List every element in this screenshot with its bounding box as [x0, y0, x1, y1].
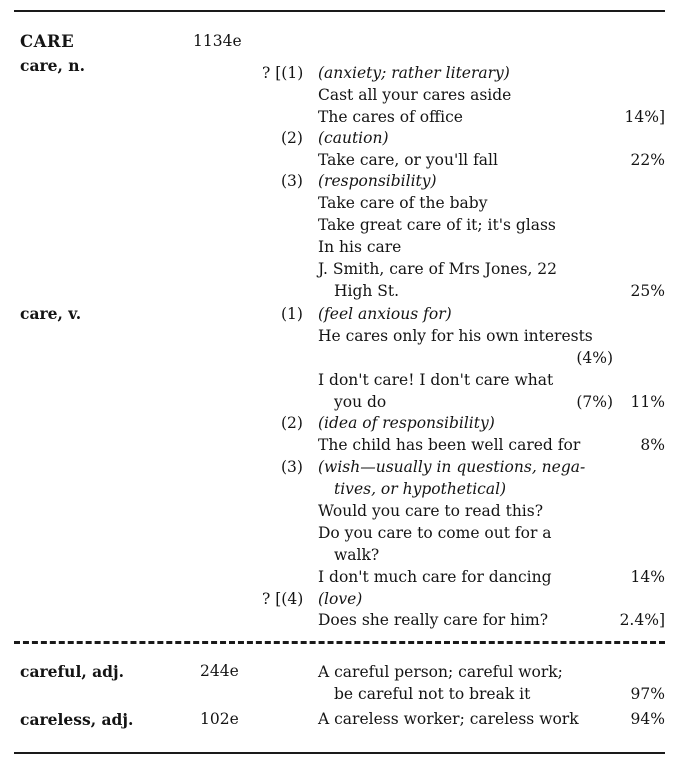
example-line: Take care of the baby [318, 194, 488, 212]
example-line: A careless worker; careless work [318, 710, 579, 728]
example-line: In his care [318, 238, 402, 256]
percentage: 22% [630, 151, 665, 169]
sense-mark: (2) [281, 414, 303, 432]
headword-care-verb: care, v. [20, 304, 82, 323]
sense-gloss: (love) [318, 590, 363, 608]
sense-mark: (2) [281, 129, 303, 147]
example-line: A careful person; careful work; [318, 663, 563, 681]
example-line: I don't much care for dancing [318, 568, 552, 586]
sense-mark: (1) [281, 305, 303, 323]
percentage: 11% [630, 393, 665, 411]
example-line: He cares only for his own interests [318, 327, 593, 345]
entry-header-count: 1134e [193, 32, 242, 50]
example-line: Does she really care for him? [318, 611, 549, 629]
headword-careless: careless, adj. [20, 710, 134, 729]
sense-mark: (3) [281, 172, 303, 190]
sense-gloss: (anxiety; rather literary) [318, 64, 510, 82]
example-line: Do you care to come out for a [318, 524, 552, 542]
frequency-count: 102e [200, 710, 239, 728]
frequency-count: 244e [200, 662, 239, 680]
example-line: The child has been well cared for [318, 436, 581, 454]
example-line: be careful not to break it [334, 685, 531, 703]
sub-percentage: (7%) [576, 393, 613, 411]
sense-gloss: (idea of responsibility) [318, 414, 495, 432]
example-line: you do [334, 393, 387, 411]
sense-mark: ? [(1) [262, 64, 304, 82]
percentage: 14%] [624, 108, 665, 126]
example-line: High St. [334, 282, 400, 300]
example-line: Take great care of it; it's glass [318, 216, 556, 234]
example-line: I don't care! I don't care what [318, 371, 554, 389]
sense-gloss: tives, or hypothetical) [334, 480, 507, 498]
sense-mark: ? [(4) [262, 590, 304, 608]
example-line: walk? [334, 546, 380, 564]
percentage: 2.4%] [619, 611, 665, 629]
section-divider [14, 641, 665, 644]
example-line: Cast all your cares aside [318, 86, 512, 104]
example-line: Take care, or you'll fall [318, 151, 498, 169]
percentage: 25% [630, 282, 665, 300]
example-line: J. Smith, care of Mrs Jones, 22 [318, 260, 558, 278]
top-rule [14, 10, 665, 12]
example-line: The cares of office [318, 108, 463, 126]
sub-percentage: (4%) [576, 349, 613, 367]
entry-header-word: CARE [20, 32, 75, 51]
headword-care-noun: care, n. [20, 56, 85, 75]
sense-mark: (3) [281, 458, 303, 476]
sense-gloss: (responsibility) [318, 172, 437, 190]
percentage: 97% [630, 685, 665, 703]
percentage: 8% [640, 436, 665, 454]
percentage: 94% [630, 710, 665, 728]
bottom-rule [14, 752, 665, 754]
example-line: Would you care to read this? [318, 502, 544, 520]
sense-gloss: (feel anxious for) [318, 305, 452, 323]
sense-gloss: (caution) [318, 129, 389, 147]
headword-careful: careful, adj. [20, 662, 125, 681]
sense-gloss: (wish—usually in questions, nega- [318, 458, 586, 476]
percentage: 14% [630, 568, 665, 586]
